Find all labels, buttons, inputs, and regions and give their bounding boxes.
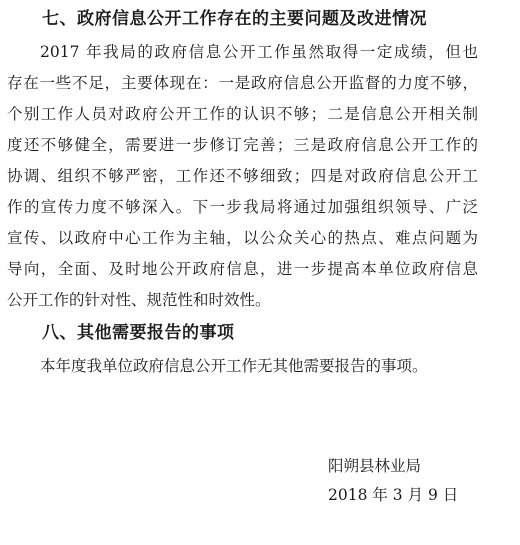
- section-7-line-3: 个别工作人员对政府公开工作的认识不够；二是信息公开相关制: [7, 105, 478, 123]
- section-7-line-9: 公开工作的针对性、规范性和时效性。: [7, 291, 271, 309]
- signature-date: 2018 年 3 月 9 日: [328, 486, 459, 504]
- section-7-line-8: 导向，全面、及时地公开政府信息，进一步提高本单位政府信息: [7, 260, 478, 278]
- section-7-line-6: 作的宣传力度不够深入。下一步我局将通过加强组织领导、广泛: [7, 198, 478, 216]
- section-8-text: 本年度我单位政府信息公开工作无其他需要报告的事项。: [40, 357, 428, 375]
- section-7-line-5: 协调、组织不够严密，工作还不够细致；四是对政府信息公开工: [7, 167, 478, 185]
- signature-org: 阳朔县林业局: [328, 457, 422, 475]
- section-7-line-4: 度还不够健全，需要进一步修订完善；三是政府信息公开工作的: [7, 136, 478, 154]
- section-7-line-2: 存在一些不足，主要体现在：一是政府信息公开监督的力度不够，: [7, 74, 478, 92]
- section-7-heading: 七、政府信息公开工作存在的主要问题及改进情况: [42, 9, 427, 29]
- section-7-line-7: 宣传、以政府中心工作为主轴，以公众关心的热点、难点问题为: [7, 229, 478, 247]
- section-7-line-1: 2017 年我局的政府信息公开工作虽然取得一定成绩，但也: [40, 43, 478, 61]
- section-8-heading: 八、其他需要报告的事项: [42, 323, 235, 343]
